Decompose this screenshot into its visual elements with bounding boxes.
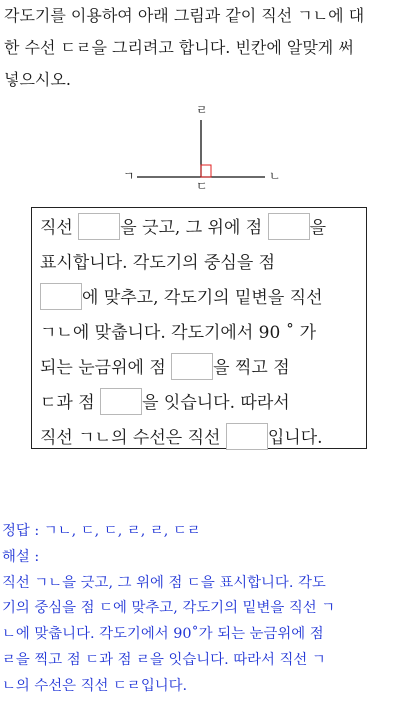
question-line: 한 수선 ㄷㄹ을 그리려고 합니다. 빈칸에 알맞게 써 (4, 38, 354, 57)
box-line: 직선 을 긋고, 그 위에 점 을 (40, 211, 366, 246)
answer-blank-1[interactable] (78, 213, 120, 240)
explanation-heading: 해설 : (2, 548, 40, 565)
answer-blank-4[interactable] (171, 353, 213, 380)
explanation-line: ㄴ의 수선은 직선 ㄷㄹ입니다. (2, 677, 188, 694)
box-line: ㄱㄴ에 맞춥니다. 각도기에서 90 ˚ 가 (40, 323, 317, 343)
fill-in-box (31, 207, 367, 449)
figure-lines (0, 0, 400, 200)
box-line: 에 맞추고, 각도기의 밑변을 직선 (40, 281, 366, 316)
question-line: 각도기를 이용하여 아래 그림과 같이 직선 ㄱㄴ에 대 (4, 6, 365, 25)
box-line: 직선 ㄱㄴ의 수선은 직선 입니다. (40, 421, 366, 456)
right-angle-mark (201, 165, 211, 177)
box-line: 되는 눈금위에 점 을 찍고 점 (40, 351, 366, 386)
point-label-bottom: ㄷ (196, 179, 208, 193)
answer-blank-3[interactable] (40, 283, 82, 310)
explanation-line: ㄴ에 맞춥니다. 각도기에서 90˚가 되는 눈금위에 점 (2, 626, 324, 643)
explanation-line: 직선 ㄱㄴ을 긋고, 그 위에 점 ㄷ을 표시합니다. 각도 (2, 574, 326, 591)
answer-blank-5[interactable] (100, 388, 142, 415)
point-label-right: ㄴ (269, 169, 281, 183)
perpendicular-figure (0, 0, 400, 200)
box-line: ㄷ과 점 을 잇습니다. 따라서 (40, 386, 366, 421)
answer-blank-6[interactable] (226, 423, 268, 450)
explanation-line: 기의 중심을 점 ㄷ에 맞추고, 각도기의 밑변을 직선 ㄱ (2, 600, 336, 617)
point-label-left: ㄱ (123, 169, 135, 183)
answer-blank-2[interactable] (268, 213, 310, 240)
explanation-line: ㄹ을 찍고 점 ㄷ과 점 ㄹ을 잇습니다. 따라서 직선 ㄱ (2, 651, 326, 668)
answer-section (2, 519, 400, 700)
point-label-top: ㄹ (196, 103, 208, 117)
question-line: 넣으시오. (4, 70, 71, 89)
box-line: 표시합니다. 각도기의 중심을 점 (40, 253, 276, 273)
answer-line: 정답 : ㄱㄴ, ㄷ, ㄷ, ㄹ, ㄹ, ㄷㄹ (2, 523, 201, 539)
